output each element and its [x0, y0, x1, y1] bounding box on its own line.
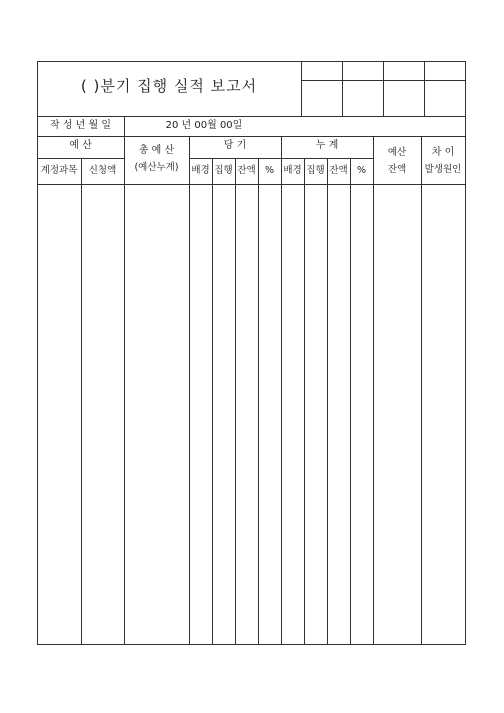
header-total-budget: 총 예 산: [138, 145, 175, 156]
header-account: 계정과목: [40, 165, 78, 176]
page-title: ( )분기 집행 실적 보고서: [80, 77, 258, 95]
approval-col-1: [342, 61, 343, 116]
header-variance: 차 이: [431, 147, 455, 158]
date-row-bottom: [37, 136, 466, 137]
col-line-total: [189, 136, 190, 645]
col-line-remaining: [421, 136, 422, 645]
col-line-current: [281, 136, 282, 645]
col-line-cumulative: [373, 136, 374, 645]
header-cum-allot: 배경: [283, 165, 302, 176]
header-remaining: 예산: [387, 147, 407, 158]
approval-col-2: [383, 61, 384, 116]
date-row-top: [37, 116, 466, 117]
col-line-cum-allot: [304, 158, 305, 645]
approval-col-3: [424, 61, 425, 116]
header-current: 당 기: [223, 140, 247, 151]
header-remaining-sub: 잔액: [387, 164, 407, 175]
col-line-request: [124, 136, 125, 645]
col-line-account: [81, 158, 82, 645]
header-request: 신청액: [88, 165, 117, 176]
header-bottom: [37, 184, 466, 185]
date-label: 작 성 년 월 일: [49, 120, 111, 131]
header-cum-exec: 집행: [306, 165, 325, 176]
header-cur-allot: 배경: [191, 165, 210, 176]
border-top: [37, 61, 466, 62]
header-total-budget-sub: (예산누계): [134, 162, 179, 173]
header-cur-exec: 집행: [214, 165, 233, 176]
col-line-cur-balance: [258, 158, 259, 645]
col-line-cur-allot: [212, 158, 213, 645]
header-variance-sub: 발생원인: [424, 164, 462, 175]
header-cur-balance: 잔액: [237, 165, 256, 176]
col-line-cum-exec: [327, 158, 328, 645]
approval-divider: [301, 61, 302, 116]
header-cur-percent: %: [264, 165, 275, 176]
date-value: 20 년 00월 00일: [165, 120, 243, 131]
border-bottom: [37, 644, 466, 645]
border-right: [465, 61, 466, 645]
approval-header-line: [301, 80, 466, 81]
header-cum-balance: 잔액: [329, 165, 348, 176]
col-line-cur-exec: [235, 158, 236, 645]
header-cum-percent: %: [356, 165, 367, 176]
header-budget: 예 산: [69, 140, 92, 151]
header-cumulative: 누 계: [315, 140, 339, 151]
col-line-cum-balance: [350, 158, 351, 645]
